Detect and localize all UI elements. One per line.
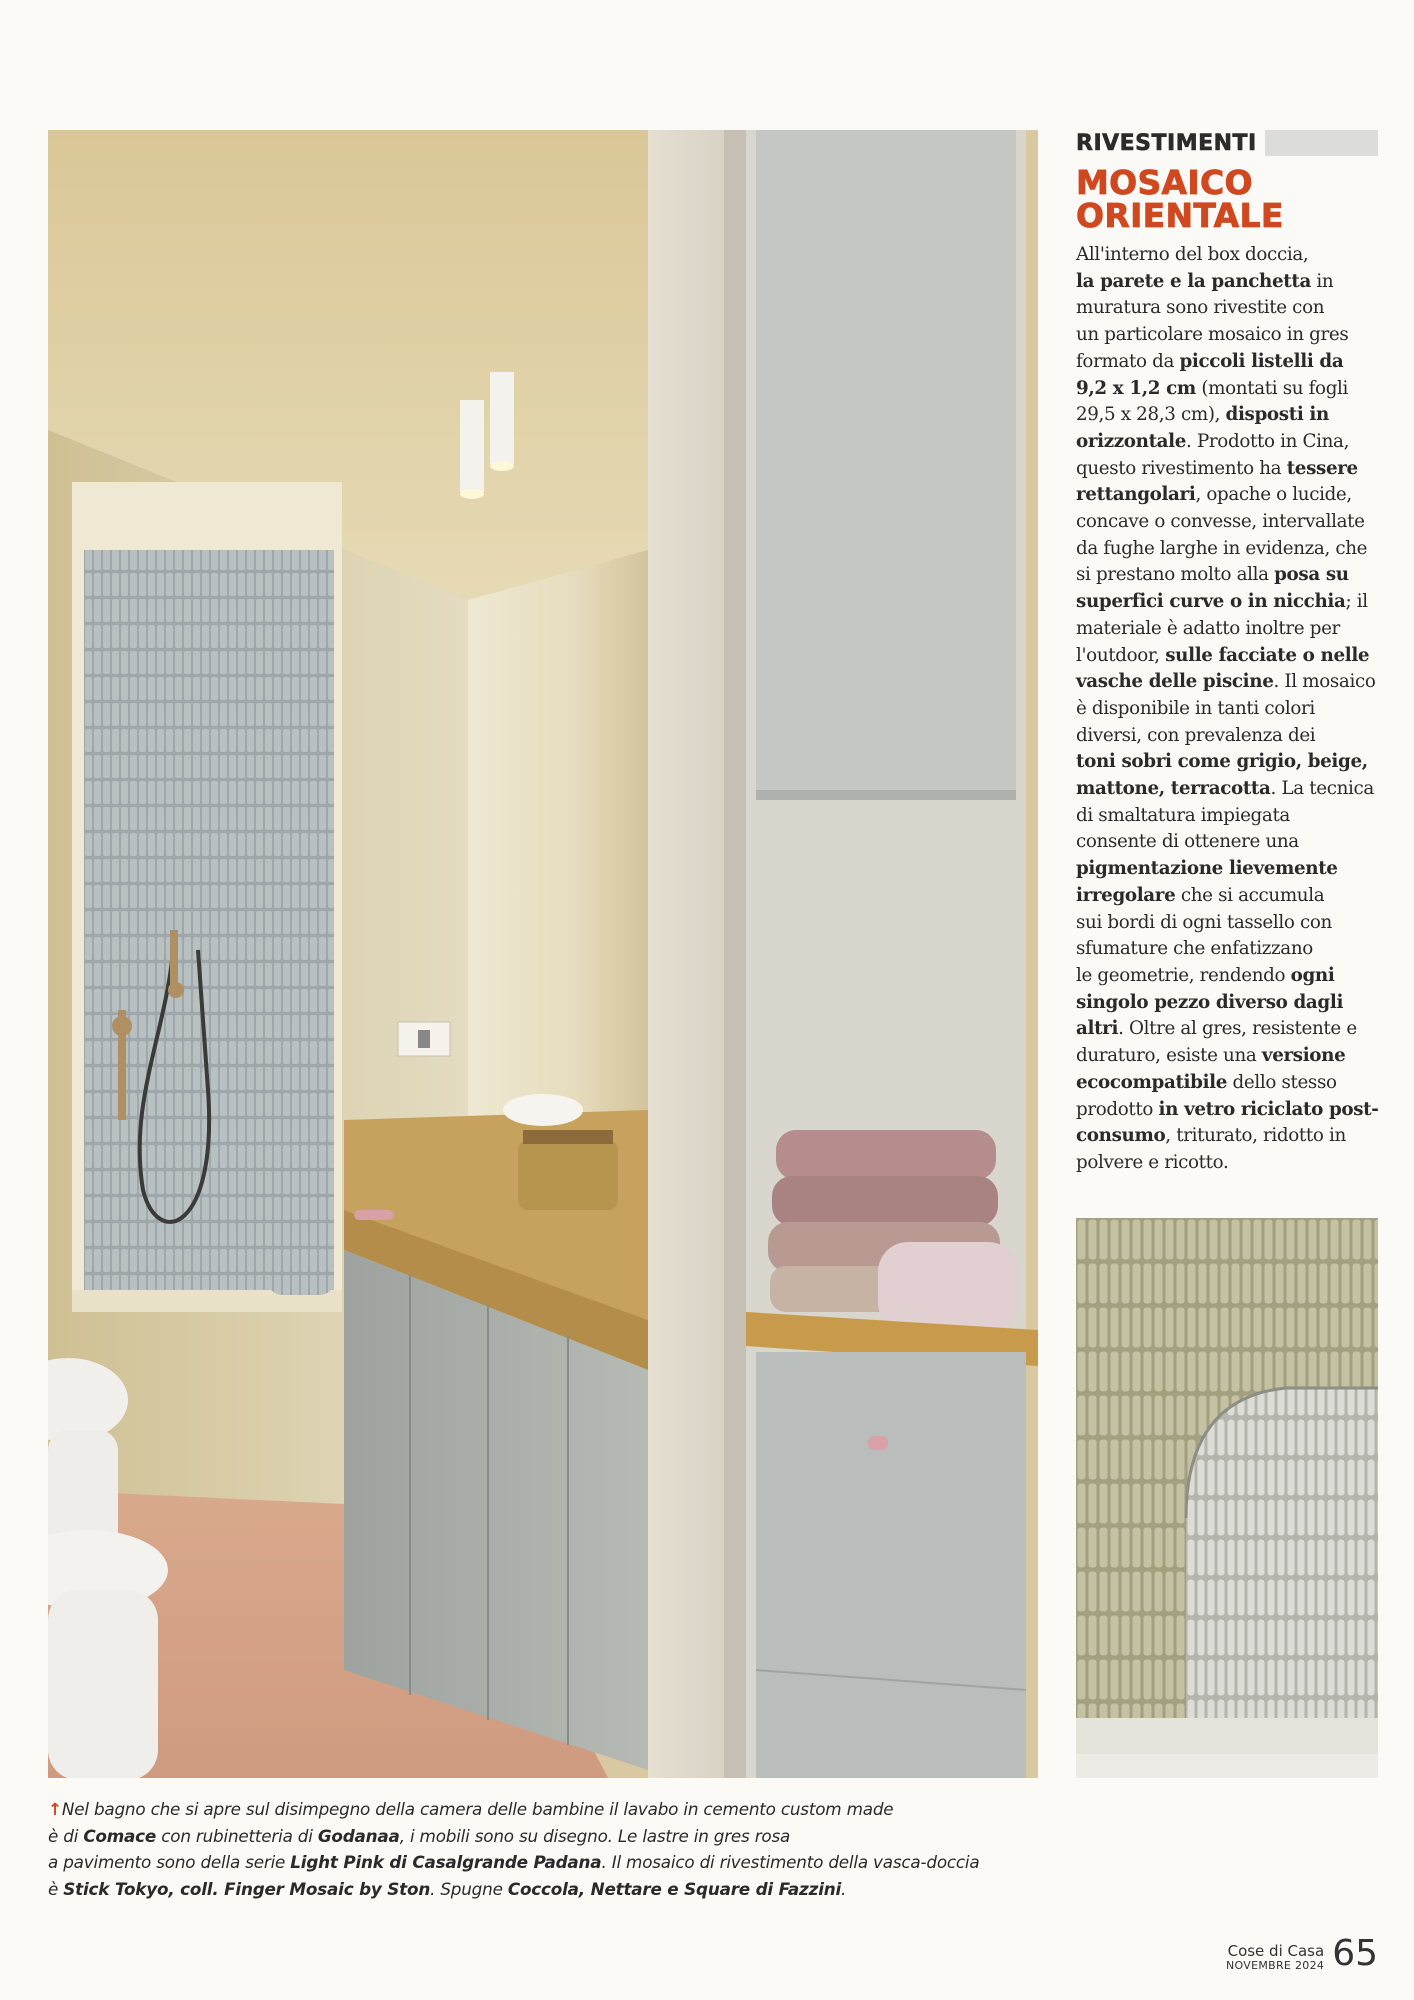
sidebar-body-line <box>1076 1043 1378 1070</box>
sidebar-body-text: concave o convesse, intervallate <box>1076 511 1365 533</box>
page-folio <box>1226 1928 1378 1972</box>
sidebar-body-text: diversi, con prevalenza dei <box>1076 724 1316 746</box>
sidebar-body-bold-text: ecocompatibile <box>1076 1071 1228 1093</box>
sidebar-body-text: muratura sono rivestite con <box>1076 297 1325 319</box>
sidebar-body-bold-text: posa su <box>1274 564 1349 586</box>
sidebar-body-line <box>1076 669 1378 696</box>
sidebar-body-bold-text: la parete e la panchetta <box>1076 270 1311 292</box>
sidebar-body-line <box>1076 723 1378 750</box>
sidebar-body-text: 29,5 x 28,3 cm), <box>1076 404 1226 426</box>
sidebar-body-text: di smaltatura impiegata <box>1076 804 1290 826</box>
photo-caption <box>48 1796 1038 1902</box>
sidebar-body-line <box>1076 1123 1378 1150</box>
sidebar-body-line <box>1076 936 1378 963</box>
sidebar-body-bold-text: in vetro riciclato post- <box>1158 1098 1379 1120</box>
sidebar-body-line <box>1076 616 1378 643</box>
sidebar-body-line <box>1076 749 1378 776</box>
sidebar-body-line <box>1076 1016 1378 1043</box>
mosaic-detail-illustration <box>1076 1218 1378 1778</box>
sidebar-body-text: prodotto <box>1076 1098 1159 1120</box>
mosaic-detail-photo <box>1076 1218 1378 1778</box>
sidebar-body-text: materiale è adatto inoltre per <box>1076 617 1340 639</box>
sidebar-body-text: le geometrie, rendendo <box>1076 964 1291 986</box>
sidebar-body-line <box>1076 242 1378 269</box>
sidebar-body-line <box>1076 1070 1378 1097</box>
sidebar-body-line <box>1076 803 1378 830</box>
headline-line-2: ORIENTALE <box>1076 196 1284 235</box>
magazine-info <box>1226 1943 1324 1972</box>
sidebar-body-text: polvere e ricotto. <box>1076 1151 1229 1173</box>
bathroom-illustration <box>48 130 1038 1778</box>
sidebar-body-bold-text: singolo pezzo diverso dagli <box>1076 991 1344 1013</box>
sidebar-body-line <box>1076 322 1378 349</box>
sidebar-body-bold-text: 9,2 x 1,2 cm <box>1076 377 1196 399</box>
sidebar-body-bold-text: versione <box>1261 1045 1346 1067</box>
sidebar-body-bold-text: orizzontale <box>1076 430 1187 452</box>
sidebar-body-line <box>1076 856 1378 883</box>
sidebar-body-text: è disponibile in tanti colori <box>1076 697 1315 719</box>
caption-bold-text: Godanaa <box>317 1825 400 1846</box>
sidebar-body-bold-text: mattone, terracotta <box>1076 778 1271 800</box>
caption-text: . Il mosaico di rivestimento della vasca-doccia <box>601 1852 980 1872</box>
sidebar-body-line <box>1076 1097 1378 1124</box>
sidebar-body-text: . Oltre al gres, resistente e <box>1118 1018 1357 1040</box>
sidebar-body-line <box>1076 963 1378 990</box>
sidebar-body-line <box>1076 536 1378 563</box>
sidebar-body-text: dello stesso <box>1227 1071 1337 1093</box>
sidebar-body-line <box>1076 269 1378 296</box>
sidebar-body-line <box>1076 910 1378 937</box>
sidebar-body-text: All'interno del box doccia, <box>1076 244 1309 265</box>
caption-line <box>48 1823 1038 1850</box>
sidebar-body-text: che si accumula <box>1175 884 1325 906</box>
sidebar-body-line <box>1076 402 1378 429</box>
sidebar-article <box>1076 130 1378 1177</box>
sidebar-body-text: sui bordi di ogni tassello con <box>1076 911 1332 933</box>
caption-line <box>48 1849 1038 1876</box>
sidebar-body-text: un particolare mosaico in gres <box>1076 324 1349 346</box>
sidebar-body-line <box>1076 589 1378 616</box>
sidebar-body-text <box>1076 242 1378 1177</box>
section-kicker: RIVESTIMENTI <box>1076 130 1265 156</box>
caption-bold-text: Stick Tokyo, coll. Finger Mosaic by Ston <box>63 1878 431 1899</box>
sidebar-body-text: duraturo, esiste una <box>1076 1045 1262 1067</box>
caption-bold-text: Comace <box>83 1825 157 1846</box>
caption-bold-text: Coccola, Nettare e Square di Fazzini <box>507 1878 842 1899</box>
sidebar-body-text: consente di ottenere una <box>1076 831 1299 853</box>
sidebar-body-bold-text: vasche delle piscine <box>1076 671 1274 693</box>
sidebar-body-line <box>1076 456 1378 483</box>
sidebar-body-line <box>1076 990 1378 1017</box>
caption-text: con rubinetteria di <box>156 1825 318 1846</box>
caption-text: , i mobili sono su disegno. Le lastre in gres rosa <box>399 1825 791 1846</box>
issue-date: NOVEMBRE 2024 <box>1225 1959 1325 1972</box>
sidebar-body-text: , opache o lucide, <box>1195 484 1352 506</box>
sidebar-body-bold-text: altri <box>1076 1018 1119 1040</box>
magazine-name: Cose di Casa <box>1227 1942 1325 1960</box>
sidebar-body-line <box>1076 376 1378 403</box>
sidebar-body-bold-text: piccoli listelli da <box>1179 350 1344 372</box>
sidebar-body-line <box>1076 562 1378 589</box>
sidebar-body-line <box>1076 883 1378 910</box>
sidebar-body-bold-text: consumo <box>1076 1125 1166 1147</box>
sidebar-body-text: (montati su fogli <box>1195 377 1349 399</box>
sidebar-body-text: . Il mosaico <box>1273 671 1376 693</box>
caption-text: Nel bagno che si apre sul disimpegno della camera delle bambine il lavabo in cemento custom made <box>61 1799 894 1819</box>
caption-line <box>48 1876 1038 1903</box>
sidebar-body-line <box>1076 829 1378 856</box>
sidebar-body-text: , triturato, ridotto in <box>1165 1125 1346 1147</box>
sidebar-body-bold-text: ogni <box>1290 964 1335 986</box>
caption-text: è di <box>48 1825 84 1846</box>
sidebar-body-text: da fughe larghe in evidenza, che <box>1076 537 1368 559</box>
sidebar-body-line <box>1076 349 1378 376</box>
bathroom-photo <box>48 130 1038 1778</box>
sidebar-body-text: . La tecnica <box>1270 778 1374 800</box>
sidebar-body-line <box>1076 295 1378 322</box>
sidebar-body-line <box>1076 643 1378 670</box>
sidebar-body-bold-text: irregolare <box>1076 884 1176 906</box>
sidebar-body-line <box>1076 776 1378 803</box>
sidebar-body-line <box>1076 1150 1378 1177</box>
sidebar-body-line <box>1076 482 1378 509</box>
sidebar-body-text: formato da <box>1076 350 1180 372</box>
sidebar-body-bold-text: superfici curve o in nicchia <box>1076 591 1346 613</box>
sidebar-body-text: ; il <box>1345 591 1368 613</box>
sidebar-body-text: si prestano molto alla <box>1076 564 1275 586</box>
sidebar-body-line <box>1076 696 1378 723</box>
sidebar-body-bold-text: sulle facciate o nelle <box>1165 644 1370 666</box>
caption-text: . Spugne <box>430 1878 508 1899</box>
sidebar-body-bold-text: toni sobri come grigio, beige, <box>1076 751 1368 773</box>
sidebar-body-line <box>1076 509 1378 536</box>
sidebar-body-text: sfumature che enfatizzano <box>1076 938 1313 960</box>
sidebar-body-bold-text: pigmentazione lievemente <box>1076 858 1338 880</box>
caption-bold-text: Light Pink di Casalgrande Padana <box>290 1852 602 1872</box>
sidebar-body-bold-text: tessere <box>1286 457 1358 479</box>
sidebar-body-text: questo rivestimento ha <box>1076 457 1287 479</box>
sidebar-body-bold-text: rettangolari <box>1076 484 1196 506</box>
caption-text: a pavimento sono della serie <box>48 1852 291 1872</box>
sidebar-headline <box>1076 163 1378 235</box>
sidebar-body-text: in <box>1310 270 1334 292</box>
caption-arrow-icon: ↑ <box>48 1799 62 1819</box>
sidebar-body-text: . Prodotto in Cina, <box>1186 430 1350 452</box>
sidebar-body-text: l'outdoor, <box>1076 644 1166 666</box>
kicker-bar <box>1076 130 1378 156</box>
caption-line <box>48 1796 1038 1823</box>
sidebar-body-line <box>1076 429 1378 456</box>
headline-line-1: MOSAICO <box>1076 163 1253 202</box>
caption-text: . <box>841 1878 847 1899</box>
sidebar-body-bold-text: disposti in <box>1225 404 1329 426</box>
page-number: 65 <box>1332 1933 1378 1974</box>
caption-text: è <box>48 1878 64 1899</box>
